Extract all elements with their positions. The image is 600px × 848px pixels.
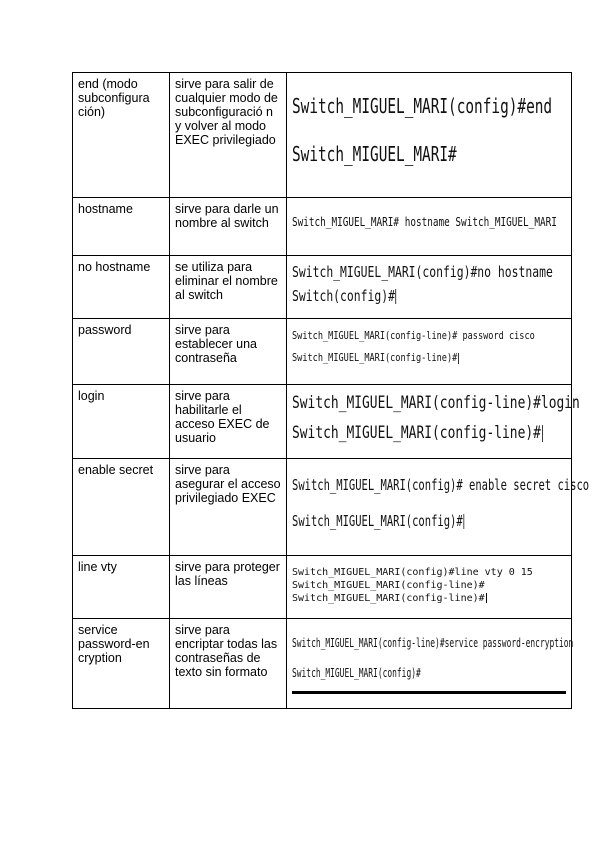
description-cell: sirve para asegurar el acceso privilegiado EXEC	[170, 459, 287, 556]
command-cell: no hostname	[73, 256, 170, 319]
command-cell: hostname	[73, 198, 170, 256]
description-cell: sirve para darle un nombre al switch	[170, 198, 287, 256]
table-row	[73, 385, 572, 459]
terminal-line: Switch_MIGUEL_MARI(config-line)#	[292, 423, 541, 443]
command-cell: login	[73, 385, 170, 459]
terminal-screenshot	[287, 73, 572, 198]
terminal-line: Switch_MIGUEL_MARI#	[292, 142, 457, 166]
terminal-line: Switch_MIGUEL_MARI(config-line)#	[292, 580, 485, 591]
text-cursor	[542, 425, 543, 442]
terminal-line: Switch_MIGUEL_MARI(config-line)#login	[292, 393, 580, 413]
command-cell: line vty	[73, 556, 170, 619]
text-cursor	[463, 514, 464, 529]
table-row	[73, 619, 572, 709]
terminal-line: Switch_MIGUEL_MARI(config)#line vty 0 15	[292, 567, 533, 578]
description-cell: sirve para establecer una contraseña	[170, 319, 287, 385]
table-row	[73, 198, 572, 256]
command-cell: enable secret	[73, 459, 170, 556]
table-row	[73, 459, 572, 556]
terminal-line: Switch_MIGUEL_MARI# hostname Switch_MIGUEL_MARI	[292, 215, 557, 229]
text-cursor	[486, 593, 487, 603]
command-cell: end (modo subconfigura ción)	[73, 73, 170, 198]
terminal-screenshot	[287, 385, 580, 459]
terminal-line: Switch_MIGUEL_MARI(config)#	[292, 512, 463, 530]
terminal-line: Switch_MIGUEL_MARI(config)#no hostname	[292, 263, 553, 281]
description-cell: sirve para proteger las líneas	[170, 556, 287, 619]
terminal-line: Switch_MIGUEL_MARI(config-line)# password cisco	[292, 329, 535, 342]
command-cell: password	[73, 319, 170, 385]
terminal-line: Switch_MIGUEL_MARI(config)#end	[292, 94, 553, 118]
table-row	[73, 256, 572, 319]
text-cursor	[396, 289, 397, 304]
terminal-screenshot	[287, 556, 572, 619]
table-row	[73, 319, 572, 385]
description-cell: se utiliza para eliminar el nombre al switch	[170, 256, 287, 319]
terminal-line: Switch(config)#	[292, 287, 395, 305]
terminal-line: Switch_MIGUEL_MARI(config-line)#	[292, 593, 485, 604]
divider	[292, 691, 566, 694]
terminal-screenshot	[287, 256, 572, 319]
description-cell: sirve para salir de cualquier modo de subconfiguració n y volver al modo EXEC privilegiado	[170, 73, 287, 198]
terminal-line: Switch_MIGUEL_MARI(config-line)#service password-encryption	[292, 636, 574, 650]
terminal-screenshot	[287, 319, 572, 385]
command-cell: service password-en cryption	[73, 619, 170, 709]
table-row	[73, 556, 572, 619]
description-cell: sirve para encriptar todas las contraseñas de texto sin formato	[170, 619, 287, 709]
commands-table	[72, 72, 590, 709]
description-cell: sirve para habilitarle el acceso EXEC de usuario	[170, 385, 287, 459]
terminal-line: Switch_MIGUEL_MARI(config)# enable secret cisco	[292, 476, 590, 494]
terminal-screenshot	[287, 619, 572, 709]
terminal-line: Switch_MIGUEL_MARI(config)#	[292, 666, 421, 680]
terminal-line: Switch_MIGUEL_MARI(config-line)#	[292, 351, 458, 364]
terminal-screenshot	[287, 459, 590, 556]
text-cursor	[458, 353, 459, 364]
table-row	[73, 73, 572, 198]
terminal-screenshot	[287, 198, 572, 256]
